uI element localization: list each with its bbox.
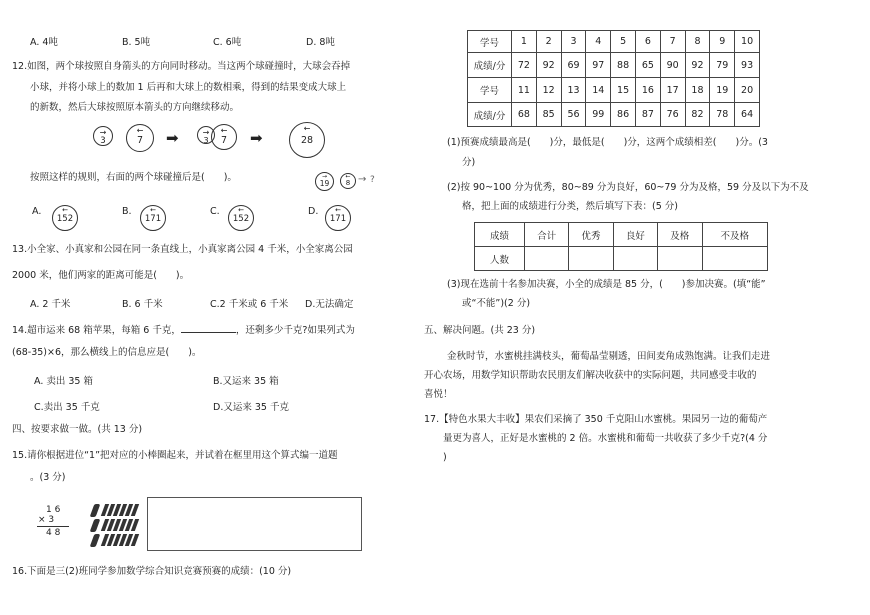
q12-line: 的新数，然后大球按照原本箭头的方向继续移动。 xyxy=(30,102,240,113)
stick-bundle[interactable] xyxy=(90,519,101,532)
table-header: 良好 xyxy=(613,223,657,247)
story-intro-line: 开心农场，用数学知识帮助农民朋友们解决收获中的实际问题，共同感受丰收的 xyxy=(424,370,757,381)
table-cell: 5 xyxy=(611,31,636,53)
q16-intro: 16.下面是三(2)班同学参加数学综合知识竞赛预赛的成绩：(10 分) xyxy=(12,566,292,577)
table-cell: 成绩/分 xyxy=(468,103,512,127)
left-arrow-icon: ← xyxy=(62,206,68,214)
table-row xyxy=(468,103,760,127)
table-cell: 14 xyxy=(586,78,611,103)
answer-ball: ← 152 xyxy=(228,205,254,231)
table-row xyxy=(468,78,760,103)
answer-ball: ← 171 xyxy=(140,205,166,231)
table-cell: 88 xyxy=(611,53,636,78)
table-row xyxy=(468,53,760,78)
q15-line: 。(3 分) xyxy=(30,472,66,483)
answer-cell[interactable] xyxy=(658,247,702,271)
table-cell: 16 xyxy=(635,78,660,103)
q16-2-line: 格，把上面的成绩进行分类，然后填写下表：(5 分) xyxy=(462,201,678,212)
q11-option-a: A. 4吨 xyxy=(30,37,58,48)
table-cell: 82 xyxy=(685,103,710,127)
table-cell: 13 xyxy=(561,78,586,103)
table-cell: 6 xyxy=(635,31,660,53)
q12-line: 小球，并将小球上的数加 1 后再和大球上的数相乘，得到的结果变成大球上 xyxy=(30,82,347,93)
table-cell: 92 xyxy=(536,53,561,78)
table-cell: 64 xyxy=(735,103,760,127)
small-ball: ← 8 xyxy=(340,173,356,189)
left-arrow-icon: ← xyxy=(303,124,311,133)
section-5-heading: 五、解决问题。(共 23 分) xyxy=(424,325,536,336)
table-cell: 7 xyxy=(660,31,685,53)
table-cell: 69 xyxy=(561,53,586,78)
story-intro-line: 金秋时节，水蜜桃挂满枝头，葡萄晶莹剔透，田间麦角成熟饱满。让我们走进 xyxy=(447,351,771,362)
table-cell: 78 xyxy=(710,103,735,127)
left-arrow-icon: ← xyxy=(220,126,228,135)
q16-2-line: (2)按 90~100 分为优秀，80~89 分为良好，60~79 分为及格，59 分及以下为不及 xyxy=(447,182,809,193)
right-arrow-icon: → xyxy=(99,128,107,137)
table-cell: 8 xyxy=(685,31,710,53)
table-cell: 18 xyxy=(685,78,710,103)
table-cell: 90 xyxy=(660,53,685,78)
table-cell: 65 xyxy=(635,53,660,78)
q12-option-label: B. xyxy=(122,206,132,217)
table-cell: 成绩/分 xyxy=(468,53,512,78)
table-header: 合计 xyxy=(525,223,569,247)
section-4-heading: 四、按要求做一做。(共 13 分) xyxy=(12,424,143,435)
q17-line: 17.【特色水果大丰收】果农们采摘了 350 千克阳山水蜜桃。果园另一边的葡萄产 xyxy=(424,414,768,425)
calc-result: 4 8 xyxy=(46,528,61,538)
right-arrow-icon: → xyxy=(321,173,328,180)
q16-3-line: 或“不能”)(2 分) xyxy=(462,298,531,309)
thick-arrow-icon: ➡ xyxy=(166,129,179,147)
q17-line: ) xyxy=(443,452,447,463)
answer-ball: ← 171 xyxy=(325,205,351,231)
classification-table xyxy=(474,222,768,271)
left-arrow-icon: ← xyxy=(345,173,351,180)
q14-option-c: C.卖出 35 千克 xyxy=(34,402,100,413)
stick-bundle[interactable] xyxy=(90,534,101,547)
q12-ask: 按照这样的规则，右面的两个球碰撞后是( )。 xyxy=(30,172,237,183)
story-intro-line: 喜悦！ xyxy=(424,389,453,400)
table-cell: 2 xyxy=(536,31,561,53)
thick-arrow-icon: → xyxy=(358,174,367,185)
table-cell: 76 xyxy=(660,103,685,127)
table-cell: 3 xyxy=(561,31,586,53)
table-cell: 学号 xyxy=(468,78,512,103)
answer-ball: ← 152 xyxy=(52,205,78,231)
table-cell: 11 xyxy=(512,78,537,103)
table-header: 优秀 xyxy=(569,223,613,247)
table-cell: 87 xyxy=(635,103,660,127)
stick-bundle[interactable] xyxy=(90,504,101,517)
q14-option-b: B.又运来 35 箱 xyxy=(213,376,279,387)
answer-cell[interactable] xyxy=(613,247,657,271)
small-ball: → 3 xyxy=(197,126,215,144)
table-cell: 99 xyxy=(586,103,611,127)
q11-option-b: B. 5吨 xyxy=(122,37,151,48)
table-cell: 17 xyxy=(660,78,685,103)
answer-cell[interactable] xyxy=(525,247,569,271)
table-cell: 79 xyxy=(710,53,735,78)
table-cell: 85 xyxy=(536,103,561,127)
calc-top: 1 6 xyxy=(46,505,61,515)
answer-blank[interactable] xyxy=(181,323,236,333)
left-arrow-icon: ← xyxy=(335,206,341,214)
table-header: 及格 xyxy=(658,223,702,247)
q12-option-label: D. xyxy=(308,206,319,217)
q14-line: (68-35)×6，那么横线上的信息应是( )。 xyxy=(12,347,202,358)
table-cell: 56 xyxy=(561,103,586,127)
table-cell: 10 xyxy=(735,31,760,53)
left-arrow-icon: ← xyxy=(136,126,144,135)
q13-line: 13.小全家、小真家和公园在同一条直线上，小真家离公园 4 千米，小全家离公园 xyxy=(12,244,353,255)
answer-box[interactable] xyxy=(147,497,362,551)
answer-cell[interactable] xyxy=(569,247,613,271)
q16-1-line: 分) xyxy=(462,157,476,168)
left-arrow-icon: ← xyxy=(238,206,244,214)
right-arrow-icon: → xyxy=(202,128,210,137)
table-cell: 12 xyxy=(536,78,561,103)
q13-option-b: B. 6 千米 xyxy=(122,299,163,310)
large-ball: ← 7 xyxy=(211,124,237,150)
q16-1-line: (1)预赛成绩最高是( )分，最低是( )分，这两个成绩相差( )分。(3 xyxy=(447,137,768,148)
table-cell: 72 xyxy=(512,53,537,78)
q15-line: 15.请你根据进位“1”把对应的小棒圈起来，并试着在框里用这个算式编一道题 xyxy=(12,450,338,461)
q16-3-line: (3)现在选前十名参加决赛，小全的成绩是 85 分，( )参加决赛。(填“能” xyxy=(447,279,766,290)
table-cell: 86 xyxy=(611,103,636,127)
thick-arrow-icon: ➡ xyxy=(250,129,263,147)
table-row xyxy=(475,223,768,247)
large-ball: ← 28 xyxy=(289,122,325,158)
q14-option-a: A. 卖出 35 箱 xyxy=(34,376,93,387)
q12-line: 12.如图，两个球按照自身箭头的方向同时移动。当这两个球碰撞时，大球会吞掉 xyxy=(12,61,351,72)
q13-option-d: D.无法确定 xyxy=(305,299,354,310)
table-cell: 9 xyxy=(710,31,735,53)
q14-option-d: D.又运来 35 千克 xyxy=(213,402,289,413)
left-arrow-icon: ← xyxy=(150,206,156,214)
table-cell: 97 xyxy=(586,53,611,78)
table-cell: 人数 xyxy=(475,247,525,271)
answer-cell[interactable] xyxy=(702,247,768,271)
table-row xyxy=(475,247,768,271)
table-cell: 1 xyxy=(512,31,537,53)
q13-option-a: A. 2 千米 xyxy=(30,299,71,310)
table-cell: 93 xyxy=(735,53,760,78)
table-header: 成绩 xyxy=(475,223,525,247)
table-header: 不及格 xyxy=(702,223,768,247)
table-cell: 68 xyxy=(512,103,537,127)
question-mark: ? xyxy=(370,175,375,185)
calc-rule xyxy=(37,526,69,527)
calc-mid: × 3 xyxy=(38,515,55,525)
q11-option-d: D. 8吨 xyxy=(306,37,335,48)
large-ball: ← 7 xyxy=(126,124,154,152)
table-cell: 20 xyxy=(735,78,760,103)
q13-option-c: C.2 千米或 6 千米 xyxy=(210,299,289,310)
score-table xyxy=(467,30,760,127)
small-ball: → 3 xyxy=(93,126,113,146)
q12-option-label: A. xyxy=(32,206,42,217)
q13-line: 2000 米，他们两家的距离可能是( )。 xyxy=(12,270,190,281)
small-ball: → 19 xyxy=(315,172,334,191)
table-cell: 学号 xyxy=(468,31,512,53)
table-cell: 19 xyxy=(710,78,735,103)
q11-option-c: C. 6吨 xyxy=(213,37,242,48)
table-row xyxy=(468,31,760,53)
q14-line: 14.超市运来 68 箱苹果，每箱 6 千克， ，还剩多少千克?如果列式为 xyxy=(12,325,355,336)
table-cell: 92 xyxy=(685,53,710,78)
q17-line: 量更为喜人，正好是水蜜桃的 2 倍。水蜜桃和葡萄一共收获了多少千克?(4 分 xyxy=(443,433,768,444)
table-cell: 4 xyxy=(586,31,611,53)
q12-option-label: C. xyxy=(210,206,220,217)
table-cell: 15 xyxy=(611,78,636,103)
